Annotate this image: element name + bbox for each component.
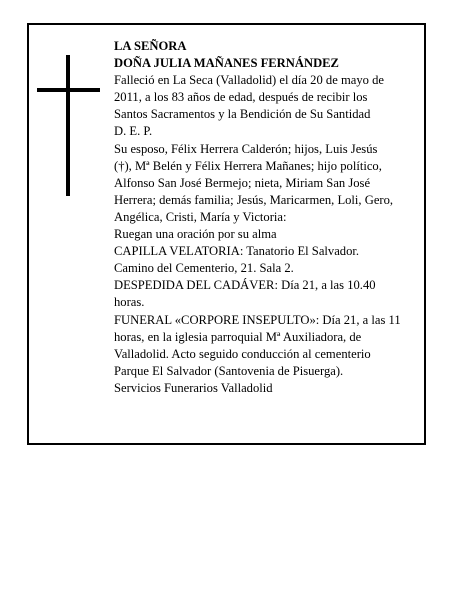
cross-vertical-bar xyxy=(66,55,70,196)
body-line: DESPEDIDA DEL CADÁVER: Día 21, a las 10.40 xyxy=(114,278,376,293)
body-line: Servicios Funerarios Valladolid xyxy=(114,380,273,395)
body-line: Ruegan una oración por su alma xyxy=(114,227,277,242)
body-line: 2011, a los 83 años de edad, después de recibir los xyxy=(114,90,368,105)
body-line: CAPILLA VELATORIA: Tanatorio El Salvador. xyxy=(114,244,360,259)
body-line: (†), Mª Belén y Félix Herrera Mañanes; hijo político, xyxy=(114,158,382,173)
deceased-name: DOÑA JULIA MAÑANES FERNÁNDEZ xyxy=(114,56,339,71)
cross-horizontal-bar xyxy=(37,88,100,92)
body-line: Santos Sacramentos y la Bendición de Su Santidad xyxy=(114,107,371,122)
body-line: Falleció en La Seca (Valladolid) el día 20 de mayo de xyxy=(114,73,384,88)
obituary-text xyxy=(114,38,432,397)
heading-line-1: LA SEÑORA xyxy=(114,39,187,53)
body-line: horas, en la iglesia parroquial Mª Auxiliadora, de xyxy=(114,329,362,344)
body-line: Alfonso San José Bermejo; nieta, Miriam San José xyxy=(114,175,371,190)
body-line: FUNERAL «CORPORE INSEPULTO»: Día 21, a las 11 xyxy=(114,312,401,327)
body-line: Angélica, Cristi, María y Victoria: xyxy=(114,209,287,224)
body-line: horas. xyxy=(114,295,145,310)
body-line: Parque El Salvador (Santovenia de Pisuerga). xyxy=(114,363,344,378)
body-line: Camino del Cementerio, 21. Sala 2. xyxy=(114,261,294,276)
body-line: Valladolid. Acto seguido conducción al cementerio xyxy=(114,346,371,361)
body-line: Su esposo, Félix Herrera Calderón; hijos, Luis Jesús xyxy=(114,141,378,156)
body-line: D. E. P. xyxy=(114,124,153,139)
body-line: Herrera; demás familia; Jesús, Maricarmen, Loli, Gero, xyxy=(114,192,394,207)
